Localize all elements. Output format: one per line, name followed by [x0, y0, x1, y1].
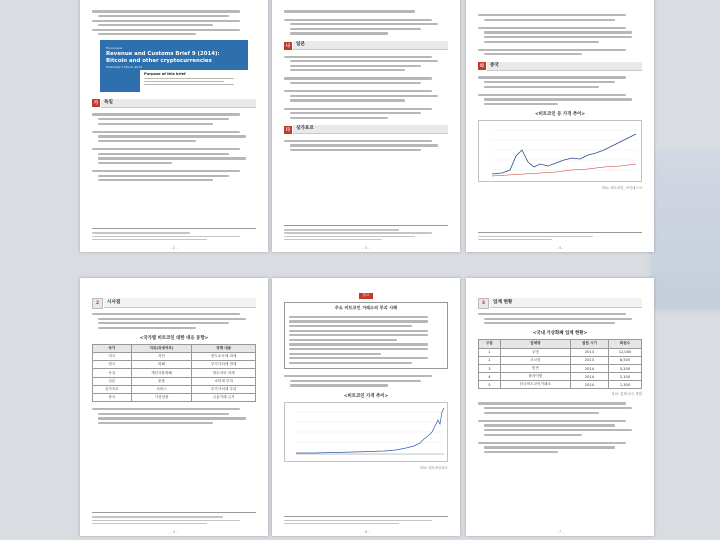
price-trend-chart [478, 120, 642, 182]
footnotes [284, 225, 448, 242]
cover-purpose-box [140, 70, 248, 92]
cover-title: Revenue and Customs Brief 9 (2014): Bitcoin and other cryptocurrencies [106, 51, 220, 64]
chart-source: 자료: 비트코인, 코인데스크 [601, 186, 642, 191]
page-number: - 6 - [362, 530, 370, 534]
country-response-table [92, 344, 256, 402]
footnotes [92, 228, 256, 242]
document-page-4 [466, 0, 654, 252]
section-header-industry [478, 299, 642, 307]
table-row: 중국 가상상품 금융거래 금지 [93, 394, 256, 402]
chart-source: 자료: 비트코인차트 [419, 465, 448, 470]
section-title: 중국 [487, 62, 642, 71]
table-header-cell: 회원수 [608, 340, 641, 348]
document-page-6 [272, 278, 460, 536]
footnotes [284, 516, 448, 526]
section-number: 가 [93, 101, 99, 107]
reference-box-title: 주요 비트코인 거래소의 붕괴 사례 [334, 304, 398, 310]
page-number: - 3 - [362, 246, 370, 250]
table-row: 영국 화폐 부가가치세 면세 [93, 361, 256, 369]
page-number: - 4 - [556, 246, 564, 250]
section-title: 시사점 [104, 298, 256, 308]
section-number: 2 [92, 298, 103, 309]
document-page-7 [466, 278, 654, 536]
table-row: 3 빗썬 2014 5,200 [479, 364, 642, 372]
table-header-cell: 지위(과세여부) [131, 344, 192, 352]
section-header-japan [284, 42, 448, 50]
document-page-5 [80, 278, 268, 536]
table-header-cell: 구분 [479, 340, 501, 348]
section-header-singapore [284, 126, 448, 134]
table-header-cell: 정책 내용 [192, 344, 256, 352]
cover-subtitle: Published 3 March 2014 [106, 65, 142, 70]
table-header-cell: 업체명 [500, 340, 570, 348]
table-header-cell: 국가 [93, 344, 132, 352]
section-number: 3 [478, 298, 489, 309]
section-title: 싱가포르 [293, 125, 448, 134]
cover-eyebrow: Fiscal paper [106, 46, 123, 51]
section-header-germany [92, 99, 256, 107]
document-page-2 [80, 0, 268, 252]
report-cover-image [100, 40, 248, 92]
table-source: 자료: 업계 보도 종합 [611, 392, 642, 397]
section-title: 일본 [293, 41, 448, 50]
section-number: 라 [479, 64, 485, 70]
table-row: 일본 물품 소비세 부과 [93, 377, 256, 385]
cover-purpose-heading: Purpose of this brief [144, 72, 186, 77]
chart-caption: <비트코인 가격 추이> [343, 393, 389, 399]
background-decoration [650, 150, 720, 310]
bitcoin-price-chart [284, 402, 448, 462]
footnotes [92, 512, 256, 526]
table-header-cell: 설립 시기 [570, 340, 608, 348]
table-row: 5 한국비트코인거래소 2014 1,300 [479, 381, 642, 389]
section-number: 다 [285, 127, 291, 133]
page-number: - 7 - [556, 530, 564, 534]
section-title: 독일 [101, 99, 256, 108]
reference-box [284, 302, 448, 370]
table-caption: <국가별 비트코인 대한 대응 동향> [139, 335, 209, 341]
table-row: 독일 개인사용화폐 양도차익 과세 [93, 369, 256, 377]
section-title: 업계 현황 [490, 298, 642, 308]
table-caption: <국내 가상화폐 업계 현황> [532, 331, 588, 337]
document-page-3 [272, 0, 460, 252]
page-number: - 5 - [170, 530, 178, 534]
reference-badge: 참고 [359, 293, 374, 299]
chart-caption: <비트코인 등 가격 추이> [534, 112, 586, 118]
section-header-china [478, 62, 642, 70]
table-row: 1 코빗 2013 12,000 [479, 348, 642, 356]
section-number: 나 [285, 43, 291, 49]
table-row: 4 플라이빗 2014 2,100 [479, 373, 642, 381]
industry-status-table [478, 339, 642, 389]
table-row: 미국 자산 양도소득세 과세 [93, 353, 256, 361]
page-number: - 2 - [170, 246, 178, 250]
table-row: 싱가포르 서비스 부가가치세 부과 [93, 385, 256, 393]
table-row: 2 코르빗 2013 8,500 [479, 356, 642, 364]
section-header-implications [92, 299, 256, 307]
footnotes [478, 232, 642, 242]
